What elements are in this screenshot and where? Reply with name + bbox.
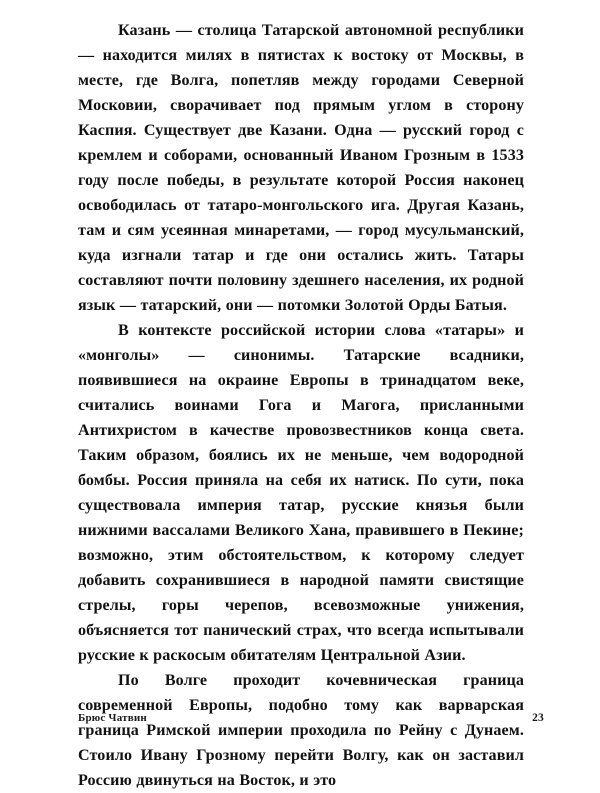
- body-paragraph: По Волге проходит кочевническая граница современной Европы, подобно тому как варварская граница Римской империи проходила по Рейну с Дунаем. Стоило Ивану Грозному перейти Волгу, как он заставил Россию двинуться на Восток, и это: [78, 672, 524, 789]
- footer-page-number: 23: [532, 712, 544, 724]
- body-paragraph: Казань — столица Татарской автономной республики — находится милях в пятистах к востоку от Москвы, в месте, где Волга, попетляв между городами Северной Московии, сворачивает под прямым углом в сторону Каспия. Существует две Казани. Одна — русский город с кремлем и соборами, основанный Иваном Грозным в 1533 году после победы, в результате которой Россия наконец освободилась от татаро-монгольского ига. Другая Казань, там и сям усеянная минаретами, — город мусульманский, куда изгнали татар и где они остались жить. Татары составляют почти половину здешнего населения, их родной язык — татарский, они — потомки Золотой Орды Батыя.: [78, 22, 524, 314]
- body-paragraph: В контексте российской истории слова «татары» и «монголы» — синонимы. Татарские всадники, появившиеся на окраине Европы в тринадцатом веке, считались воинами Гога и Магога, присланными Антихристом в качестве провозвестников конца света. Таким образом, боялись их не меньше, чем водородной бомбы. Россия приняла на себя их натиск. По сути, пока существовала империя татар, русские князья были нижними вассалами Великого Хана, правившего в Пекине; возможно, этим обстоятельством, к которому следует добавить сохранившиеся в народной памяти свистящие стрелы, горы черепов, всевозможные унижения, объясняется тот панический страх, что всегда испытывали русские к раскосым обитателям Центральной Азии.: [78, 322, 524, 664]
- page-footer: [78, 712, 544, 724]
- footer-author-name: Брюс Чатвин: [78, 712, 147, 724]
- page-text-column: [78, 18, 524, 793]
